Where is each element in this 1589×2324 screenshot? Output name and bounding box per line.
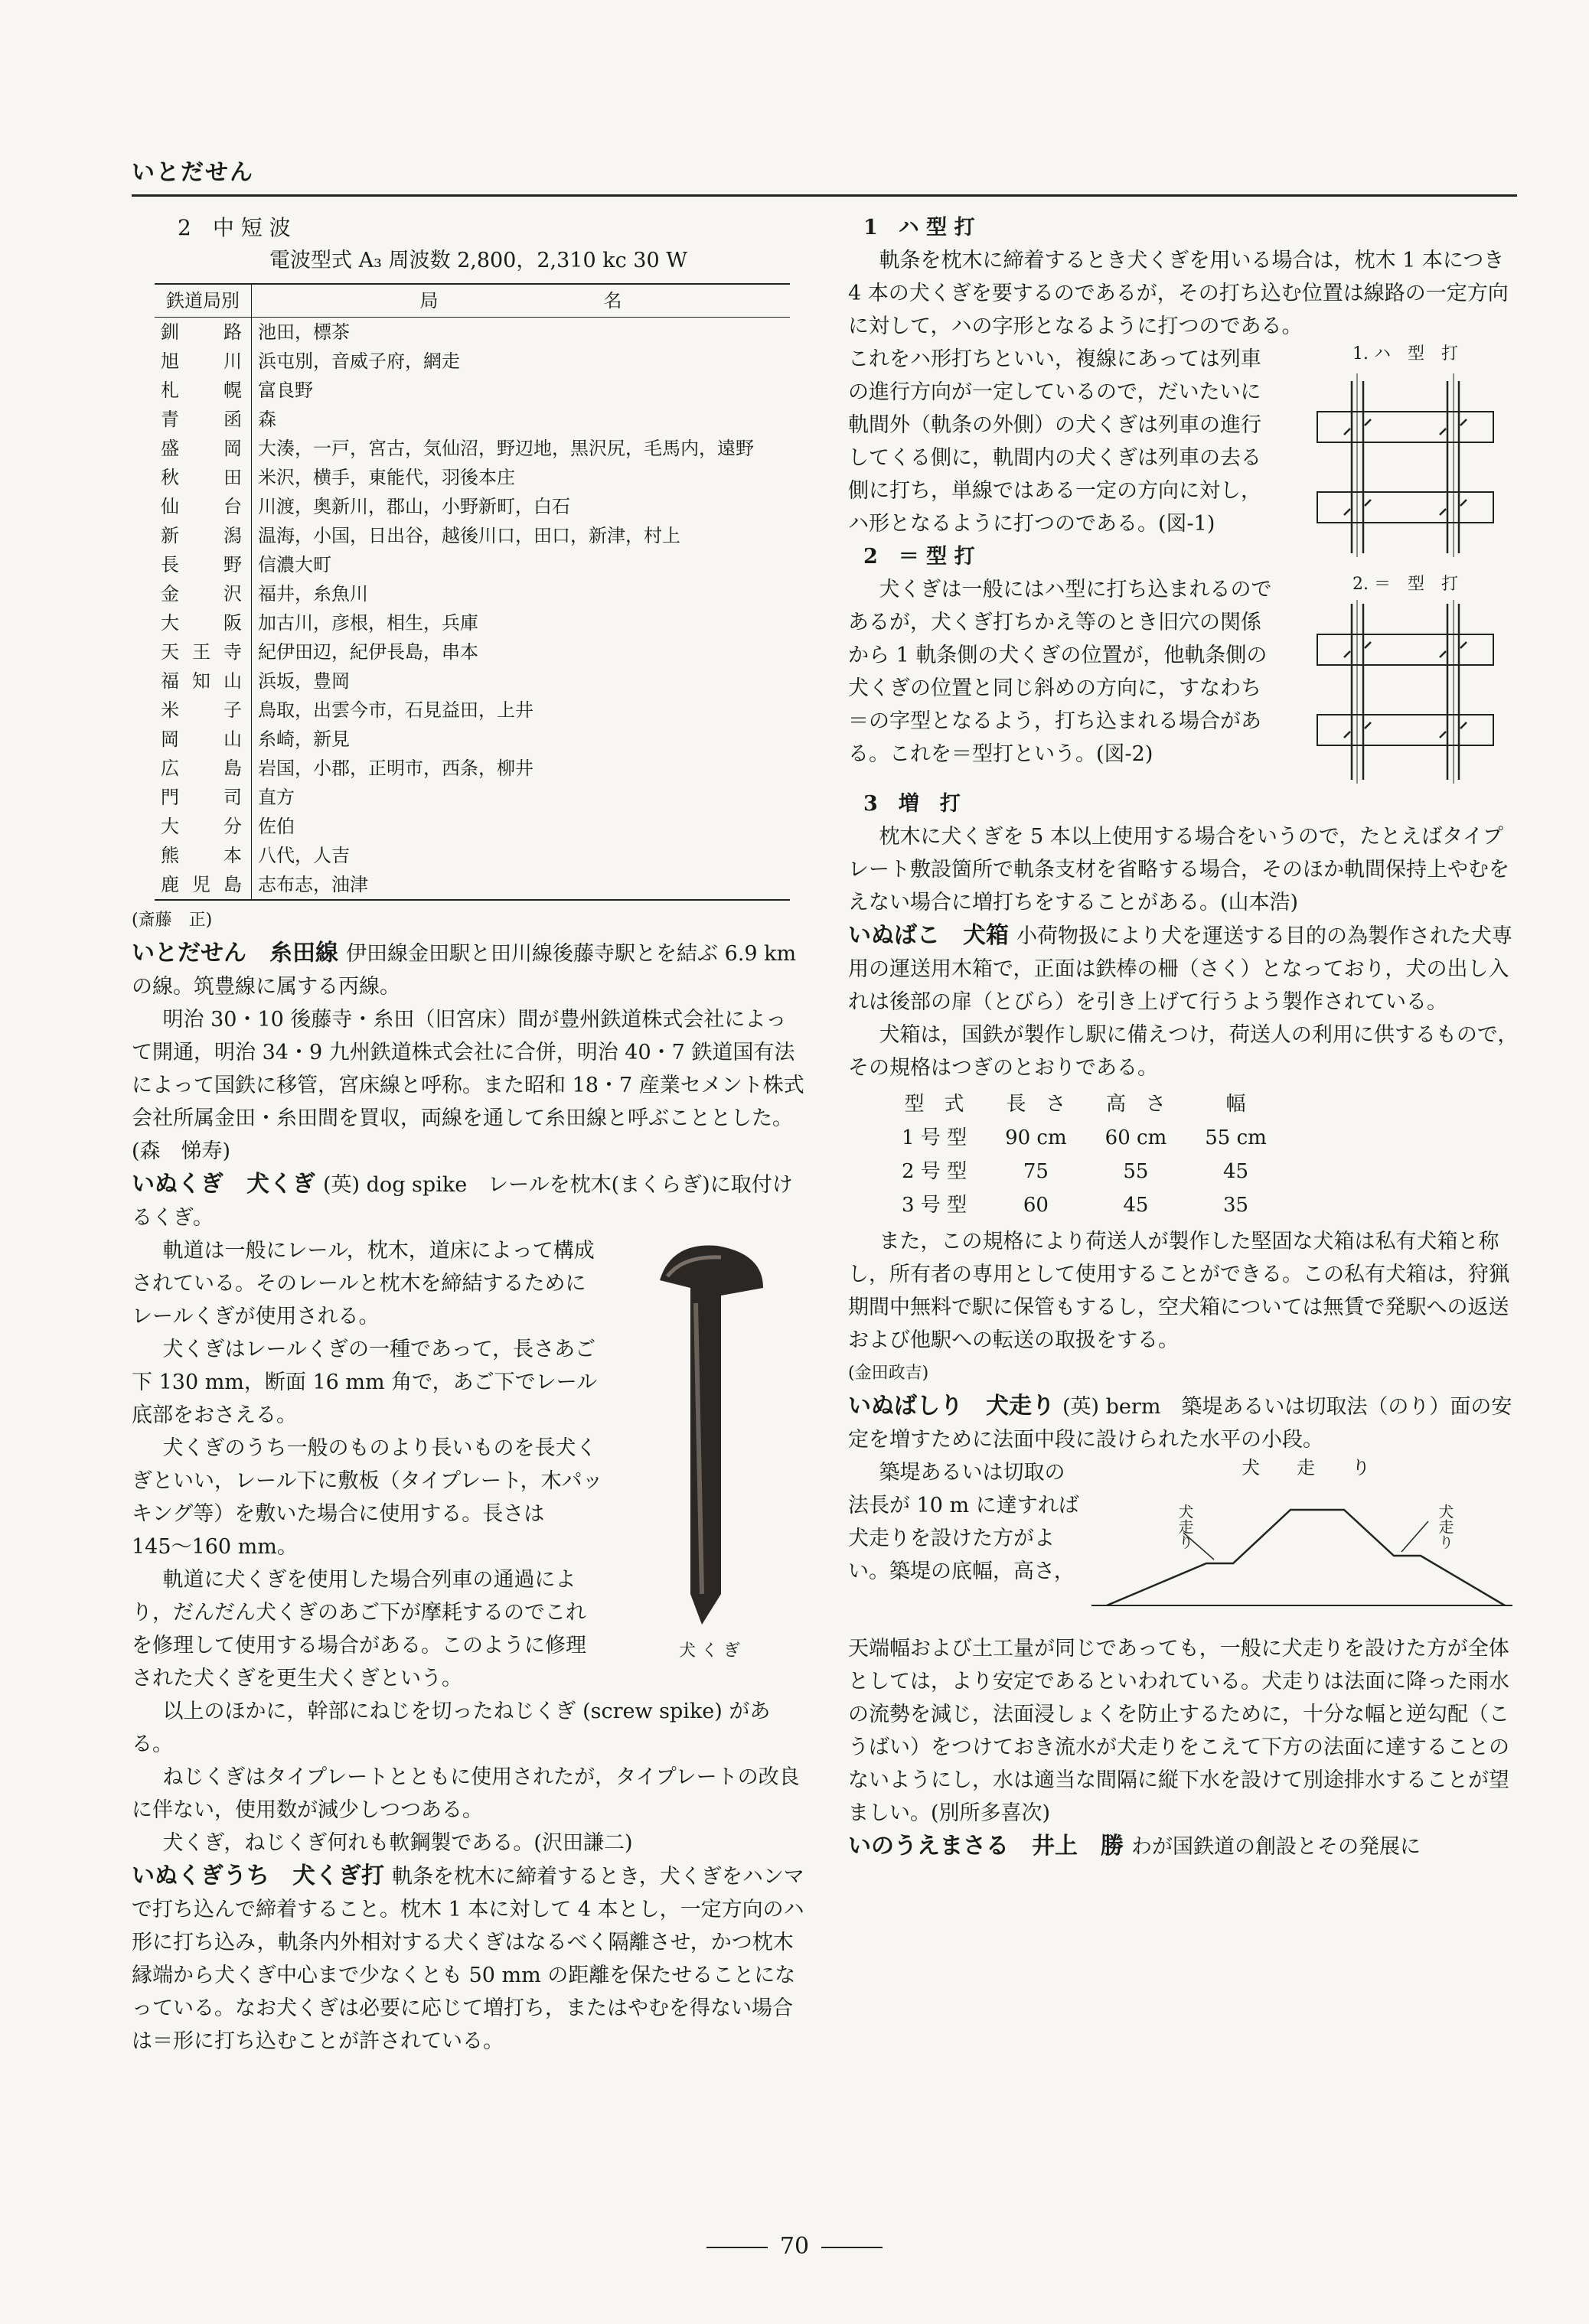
entry-head-inukugiuchi: いぬくぎうち 犬くぎ打 [132, 1863, 384, 1889]
station-row [155, 579, 790, 608]
stations-cell: 岩国，小郡，正明市，西条，柳井 [258, 758, 533, 779]
stations-cell: 浜坂，豊岡 [258, 670, 350, 692]
box-table-cell: 1 号 型 [902, 1126, 967, 1149]
box-table-header-cell: 幅 [1225, 1093, 1246, 1116]
entry-inukugi [132, 1168, 805, 1234]
inukugiuchi-p1: 軌条を枕木に締着するとき，犬くぎをハンマで打ち込んで締着すること。枕木 1 本に対して 4 本とし，一定方向のハ形に打ち込み，軌条内外相対する犬くぎはなるべく隔離させ，かつ枕木縁端から犬くぎ中心まで少なくとも 50 mm の距離を保たせることになっている。なお犬くぎは必要に応じて増打ち，またはやむを得ない場合は＝形に打ち込むことが許されている。 [132, 1865, 804, 2053]
inukugi-p3: 犬くぎのうち一般のものより長いものを長犬くぎといい，レール下に敷板（タイプレート，木パッキング等）を敷いた場合に使用する。長さは 145〜160 mm。 [132, 1436, 603, 1559]
bureau-cell: 米子 [155, 696, 252, 725]
bureau-cell: 岡山 [155, 725, 252, 754]
stations-cell: 八代，人吉 [258, 845, 350, 866]
bureau-cell: 秋田 [155, 463, 252, 492]
box-table-cell: 60 cm [1104, 1126, 1167, 1149]
itoda-p2: 明治 30・10 後藤寺・糸田（旧宮床）間が豊州鉄道株式会社によって開通，明治 34・9 九州鉄道株式会社に合併，明治 40・7 鉄道国有法によって国鉄に移管，宮床線と呼称。また昭和 18・7 産業セメント株式会社所属金田・糸田間を買収，両線を通して糸田線と呼ぶこととした。(森 悌寿) [132, 1008, 804, 1163]
inukugi-p7: 犬くぎ，ねじくぎ何れも軟鋼製である。(沢田謙二) [162, 1831, 633, 1855]
figure-equal-caption: 2. ＝ 型 打 [1352, 575, 1458, 594]
dog-spike-image [648, 1234, 771, 1632]
left-column [132, 211, 805, 2058]
dog-box-table-body [894, 1121, 1297, 1222]
method3-p1: 枕木に犬くぎを 5 本以上使用する場合をいうので，たとえばタイプレート敷設箇所で軌条支材を省略する場合，そのほか軌間保持上やむをえない場合に増打ちをすることがある。(山本浩) [848, 825, 1509, 914]
box-table-row [894, 1188, 1297, 1222]
box-table-cell: 45 [1123, 1194, 1149, 1217]
table-header-bureau: 鉄道局別 [155, 284, 252, 318]
box-table-header-cell: 高 さ [1105, 1093, 1166, 1116]
station-row [155, 812, 790, 841]
stations-cell: 信濃大町 [258, 554, 331, 575]
inukugi-p6: ねじくぎはタイプレートとともに使用されたが，タイプレートの改良に伴ない，使用数が減少しつつある。 [132, 1765, 800, 1822]
shortwave-heading: 2 中 短 波 [178, 215, 291, 240]
folio-dash-left [706, 2247, 768, 2248]
page-number: 70 [779, 2233, 810, 2260]
station-row [155, 492, 790, 521]
table-header-stations: 局 名 [252, 284, 791, 318]
berm-figure-title: 犬 走 り [1242, 1457, 1370, 1478]
method3-title: 3 増 打 [863, 792, 961, 816]
inubashiri-p2b: 天端幅および土工量が同じであっても，一般に犬走りを設けた方が全体としては，より安定であるといわれている。犬走りは法面に降った雨水の流勢を減じ，法面浸しょくを防止するために，十分な幅と逆勾配（こうばい）をつけておき流水が犬走りをこえて下方の法面に達することのないようにし，水は適当な間隔に縦下水を設けて別途排水することが望ましい。(別所多喜次) [848, 1637, 1509, 1825]
bureau-cell: 大阪 [155, 608, 252, 637]
station-row [155, 725, 790, 754]
method2-title: 2 ＝ 型 打 [863, 545, 975, 569]
bureau-cell: 札幌 [155, 376, 252, 405]
inukugi-p4: 軌道に犬くぎを使用した場合列車の通過により，だんだん犬くぎのあご下が摩耗するのでこれを修理して使用する場合がある。このように修理された犬くぎを更生犬くぎという。 [132, 1568, 586, 1690]
stations-cell: 森 [258, 409, 276, 430]
entry-itoda [132, 937, 805, 1003]
bureau-cell: 釧路 [155, 318, 252, 347]
station-table [155, 283, 790, 901]
bureau-cell: 熊本 [155, 841, 252, 870]
station-row [155, 521, 790, 550]
box-table-row [894, 1155, 1297, 1188]
box-table-cell: 35 [1222, 1194, 1249, 1217]
box-table-cell: 75 [1023, 1160, 1049, 1183]
dog-box-table-header [894, 1087, 1297, 1121]
stations-cell: 温海，小国，日出谷，越後川口，田口，新津，村上 [258, 525, 680, 546]
stations-cell: 池田，標茶 [258, 321, 350, 343]
entry-inoue [848, 1830, 1520, 1863]
station-row [155, 841, 790, 870]
figure-ha-diagram [1310, 366, 1501, 565]
box-table-cell: 2 号 型 [902, 1160, 967, 1183]
figure-ha-type [1290, 343, 1520, 565]
inubako-p1: 小荷物扱により犬を運送する目的の為製作された犬専用の運送用木箱で，正面は鉄棒の柵（さく）となっており，犬の出し入れは後部の扉（とびら）を引き上げて行うよう製作されている。 [848, 924, 1512, 1014]
box-table-cell: 3 号 型 [902, 1194, 967, 1217]
stations-cell: 佐伯 [258, 816, 295, 837]
stations-cell: 紀伊田辺，紀伊長島，串本 [258, 641, 478, 663]
itoda-p1: 伊田線金田駅と田川線後藤寺駅とを結ぶ 6.9 km の線。筑豊線に属する丙線。 [132, 942, 797, 999]
bureau-cell: 盛岡 [155, 434, 252, 463]
station-table-body [155, 318, 790, 901]
box-table-cell: 55 cm [1205, 1126, 1267, 1149]
station-row [155, 318, 790, 347]
station-row [155, 696, 790, 725]
station-row [155, 434, 790, 463]
inukugi-intro: (英) dog spike レールを枕木(まくらぎ)に取付けるくぎ。 [132, 1173, 793, 1230]
shortwave-subheading: 電波型式 A₃ 周波数 2,800，2,310 kc 30 W [269, 249, 687, 272]
bureau-cell: 仙台 [155, 492, 252, 521]
berm-label-right: 犬走り [1436, 1504, 1454, 1550]
inukugi-p2: 犬くぎはレールくぎの一種であって，長さあご下 130 mm，断面 16 mm 角で，あご下でレール底部をおさえる。 [132, 1338, 598, 1427]
stations-cell: 米沢，横手，東能代，羽後本庄 [258, 467, 515, 488]
bureau-cell: 旭川 [155, 347, 252, 376]
folio-dash-right [821, 2247, 883, 2248]
bureau-cell: 長野 [155, 550, 252, 579]
bureau-cell: 天王寺 [155, 637, 252, 667]
method1-p2: これをハ形打ちといい，複線にあっては列車の進行方向が一定しているので，だいたいに軌間外（軌条の外側）の犬くぎは列車の進行してくる側に，軌間内の犬くぎは列車の去る側に打ち，単線ではある一定の方向に対し，ハ形となるように打つのである。(図-1) [848, 347, 1261, 536]
method1-title: 1 ハ 型 打 [863, 216, 975, 240]
stations-cell: 糸崎，新見 [258, 728, 350, 750]
dog-box-spec-table [894, 1087, 1297, 1222]
page-number-footer [0, 2233, 1589, 2260]
header-rule [132, 194, 1517, 197]
bureau-cell: 門司 [155, 783, 252, 812]
figure-equal-diagram [1310, 596, 1501, 787]
inubashiri-p2a: 築堤あるいは切取の法長が 10 m に達すれば犬走りを設けた方がよい。築堤の底幅，高さ， [848, 1461, 1079, 1583]
stations-cell: 加古川，彦根，相生，兵庫 [258, 612, 478, 634]
stations-cell: 直方 [258, 787, 295, 808]
station-row [155, 376, 790, 405]
stations-cell: 川渡，奥新川，郡山，小野新町，白石 [258, 496, 570, 517]
stations-cell: 志布志，油津 [258, 874, 368, 895]
station-row [155, 754, 790, 783]
entry-head-inukugi: いぬくぎ 犬くぎ [132, 1171, 315, 1198]
station-row [155, 550, 790, 579]
bureau-cell: 広島 [155, 754, 252, 783]
entry-inukugiuchi [132, 1860, 805, 2058]
inubako-p3: また，この規格により荷送人が製作した堅固な犬箱は私有犬箱と称し，所有者の専用として使用することができる。この私有犬箱は，狩猟期間中無料で駅に保管もするし，空犬箱については無賃で発駅への返送および他駅への転送の取扱をする。 [848, 1230, 1509, 1352]
figure-ha-caption: 1. ハ 型 打 [1352, 344, 1458, 363]
entry-head-inubako: いぬばこ 犬箱 [848, 922, 1009, 949]
dog-spike-figure [614, 1234, 805, 1663]
bureau-cell: 金沢 [155, 579, 252, 608]
dog-spike-caption: 犬 く ぎ [679, 1641, 740, 1661]
figure-equal-type [1290, 573, 1520, 787]
shortwave-author: (斎藤 正) [132, 911, 213, 930]
berm-diagram [1091, 1479, 1520, 1625]
bureau-cell: 新潟 [155, 521, 252, 550]
station-row [155, 870, 790, 900]
station-row [155, 608, 790, 637]
berm-figure [1091, 1456, 1520, 1632]
right-column [848, 211, 1520, 1863]
inubako-p2: 犬箱は，国鉄が製作し駅に備えつけ，荷送人の利用に供するもので，その規格はつぎのとおりである。 [848, 1023, 1519, 1080]
station-row [155, 667, 790, 696]
box-table-cell: 60 [1023, 1194, 1049, 1217]
box-table-header-cell: 長 さ [1006, 1093, 1066, 1116]
stations-cell: 大湊，一戸，宮古，気仙沼，野辺地，黒沢尻，毛馬内，遠野 [258, 438, 754, 459]
running-head: いとだせん [132, 159, 254, 186]
box-table-row [894, 1121, 1297, 1155]
station-row [155, 405, 790, 434]
inukugi-p1: 軌道は一般にレール，枕木，道床によって構成されている。そのレールと枕木を締結するためにレールくぎが使用される。 [132, 1239, 595, 1328]
entry-inubako [848, 919, 1520, 1019]
station-row [155, 347, 790, 376]
inoue-p1: わが国鉄道の創設とその発展に [1131, 1835, 1421, 1859]
box-table-cell: 55 [1123, 1160, 1149, 1183]
station-row [155, 783, 790, 812]
stations-cell: 福井，糸魚川 [258, 583, 368, 605]
entry-head-inoue: いのうえまさる 井上 勝 [848, 1833, 1124, 1860]
station-row [155, 463, 790, 492]
inukugi-p5: 以上のほかに，幹部にねじを切ったねじくぎ (screw spike) がある。 [132, 1700, 771, 1756]
inubako-author: (金田政吉) [848, 1364, 929, 1383]
entry-inubashiri [848, 1390, 1520, 1456]
box-table-cell: 90 cm [1005, 1126, 1067, 1149]
box-table-cell: 45 [1222, 1160, 1249, 1183]
bureau-cell: 鹿児島 [155, 870, 252, 900]
stations-cell: 富良野 [258, 380, 313, 401]
stations-cell: 浜屯別，音威子府，網走 [258, 350, 460, 372]
berm-label-left: 犬走り [1176, 1504, 1194, 1550]
station-row [155, 637, 790, 667]
method2-p1: 犬くぎは一般にはハ型に打ち込まれるのであるが，犬くぎ打ちかえ等のとき旧穴の関係から 1 軌条側の犬くぎの位置が，他軌条側の犬くぎの位置と同じ斜めの方向に，すなわち＝の字型となるよう，打ち込まれる場合がある。これを＝型打という。(図-2) [848, 578, 1272, 766]
stations-cell: 鳥取，出雲今市，石見益田，上井 [258, 699, 533, 721]
bureau-cell: 大分 [155, 812, 252, 841]
inubashiri-p1: (英) berm 築堤あるいは切取法（のり）面の安定を増すために法面中段に設けられた水平の小段。 [848, 1395, 1512, 1452]
method1-p1: 軌条を枕木に締着するとき犬くぎを用いる場合は，枕木 1 本につき 4 本の犬くぎを要するのであるが，その打ち込む位置は線路の一定方向に対して，ハの字形となるように打つのである。 [848, 249, 1509, 338]
box-table-header-cell: 型 式 [904, 1093, 964, 1116]
entry-head-itoda: いとだせん 糸田線 [132, 940, 338, 966]
entry-head-inubashiri: いぬばしり 犬走り [848, 1393, 1055, 1419]
bureau-cell: 福知山 [155, 667, 252, 696]
bureau-cell: 青函 [155, 405, 252, 434]
